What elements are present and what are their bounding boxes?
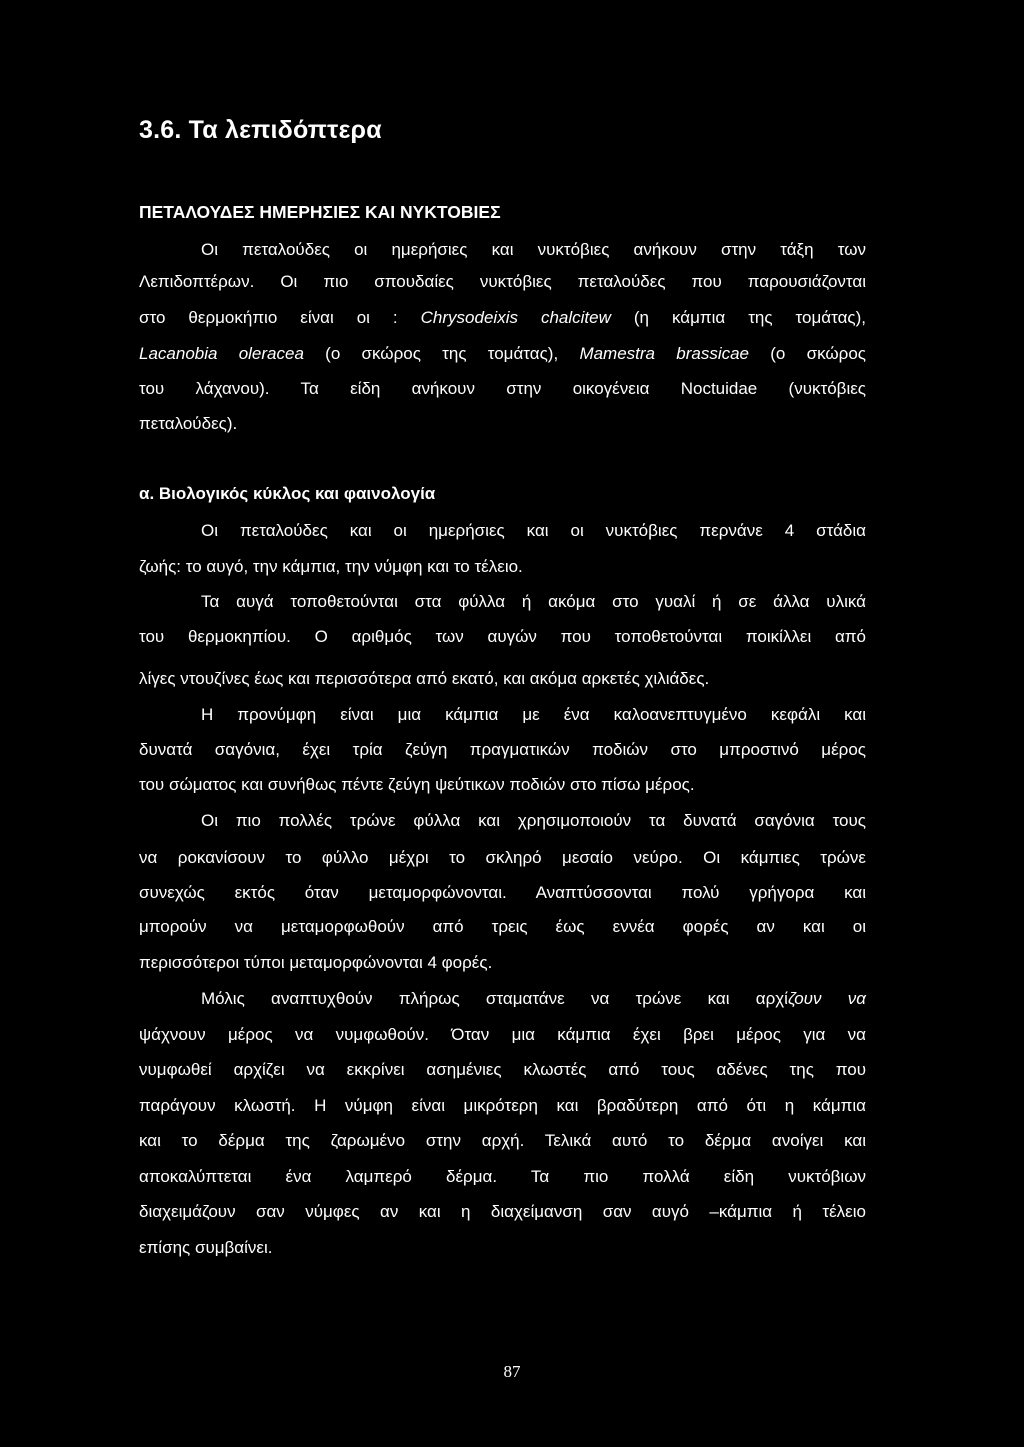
text-line: συνεχώς εκτός όταν μεταμορφώνονται. Αναπτύσσονται πολύ γρήγορα και (139, 883, 866, 902)
text-line: Μόλις αναπτυχθούν πλήρως σταματάνε να τρώνε και αρχίζουν να (201, 989, 866, 1008)
text-line: Λεπιδοπτέρων. Οι πιο σπουδαίες νυκτόβιες πεταλούδες που παρουσιάζονται (139, 272, 866, 291)
text-line: διαχειμάζουν σαν νύμφες αν και η διαχείμανση σαν αυγό –κάμπια ή τέλειο (139, 1202, 866, 1221)
text-line: και το δέρμα της ζαρωμένο στην αρχή. Τελικά αυτό το δέρμα ανοίγει και (139, 1131, 866, 1150)
text-line: στο θερμοκήπιο είναι οι : Chrysodeixis chalcitew (η κάμπια της τομάτας), (139, 308, 866, 327)
page-number: 87 (503, 1362, 521, 1381)
text-line: ζωής: το αυγό, την κάμπια, την νύμφη και το τέλειο. (139, 557, 523, 576)
text-line: Τα αυγά τοποθετούνται στα φύλλα ή ακόμα στο γυαλί ή σε άλλα υλικά (201, 592, 866, 611)
text-line: Οι πεταλούδες και οι ημερήσιες και οι νυκτόβιες περνάνε 4 στάδια (201, 521, 866, 540)
text-line: Οι πιο πολλές τρώνε φύλλα και χρησιμοποιούν τα δυνατά σαγόνια τους (201, 811, 866, 830)
text-line: Η προνύμφη είναι μια κάμπια με ένα καλοανεπτυγμένο κεφάλι και (201, 705, 866, 724)
text-line: του λάχανου). Τα είδη ανήκουν στην οικογένεια Noctuidae (νυκτόβιες (139, 379, 866, 398)
subheading: ΠΕΤΑΛΟΥΔΕΣ ΗΜΕΡΗΣΙΕΣ ΚΑΙ ΝΥΚΤΟΒΙΕΣ (139, 202, 501, 222)
text-line: μπορούν να μεταμορφωθούν από τρεις έως εννέα φορές αν και οι (139, 917, 866, 936)
subsection-title: α. Βιολογικός κύκλος και φαινολογία (139, 484, 436, 503)
text-line: ψάχνουν μέρος να νυμφωθούν. Όταν μια κάμπια έχει βρει μέρος για να (139, 1025, 866, 1044)
text-line: του σώματος και συνήθως πέντε ζεύγη ψεύτικων ποδιών στο πίσω μέρος. (139, 775, 695, 794)
text-line: νυμφωθεί αρχίζει να εκκρίνει ασημένιες κλωστές από τους αδένες της που (139, 1060, 866, 1079)
text-line: δυνατά σαγόνια, έχει τρία ζεύγη πραγματικών ποδιών στο μπροστινό μέρος (139, 740, 866, 759)
text-line: λίγες ντουζίνες έως και περισσότερα από εκατό, και ακόμα αρκετές χιλιάδες. (139, 669, 710, 688)
text-line: πεταλούδες). (139, 414, 238, 433)
text-line: Lacanobia oleracea (ο σκώρος της τομάτας), Mamestra brassicae (ο σκώρος (139, 344, 866, 363)
text-line: παράγουν κλωστή. Η νύμφη είναι μικρότερη και βραδύτερη από ότι η κάμπια (139, 1096, 866, 1115)
text-line: του θερμοκηπίου. Ο αριθμός των αυγών που τοποθετούνται ποικίλλει από (139, 627, 866, 646)
text-line: περισσότεροι τύποι μεταμορφώνονται 4 φορές. (139, 953, 493, 972)
text-line: επίσης συμβαίνει. (139, 1238, 273, 1257)
text-line: Οι πεταλούδες οι ημερήσιες και νυκτόβιες ανήκουν στην τάξη των (201, 240, 866, 259)
text-line: αποκαλύπτεται ένα λαμπερό δέρμα. Τα πιο πολλά είδη νυκτόβιων (139, 1167, 866, 1186)
text-line: να ροκανίσουν το φύλλο μέχρι το σκληρό μεσαίο νεύρο. Οι κάμπιες τρώνε (139, 848, 866, 867)
section-title: 3.6. Τα λεπιδόπτερα (139, 116, 382, 144)
